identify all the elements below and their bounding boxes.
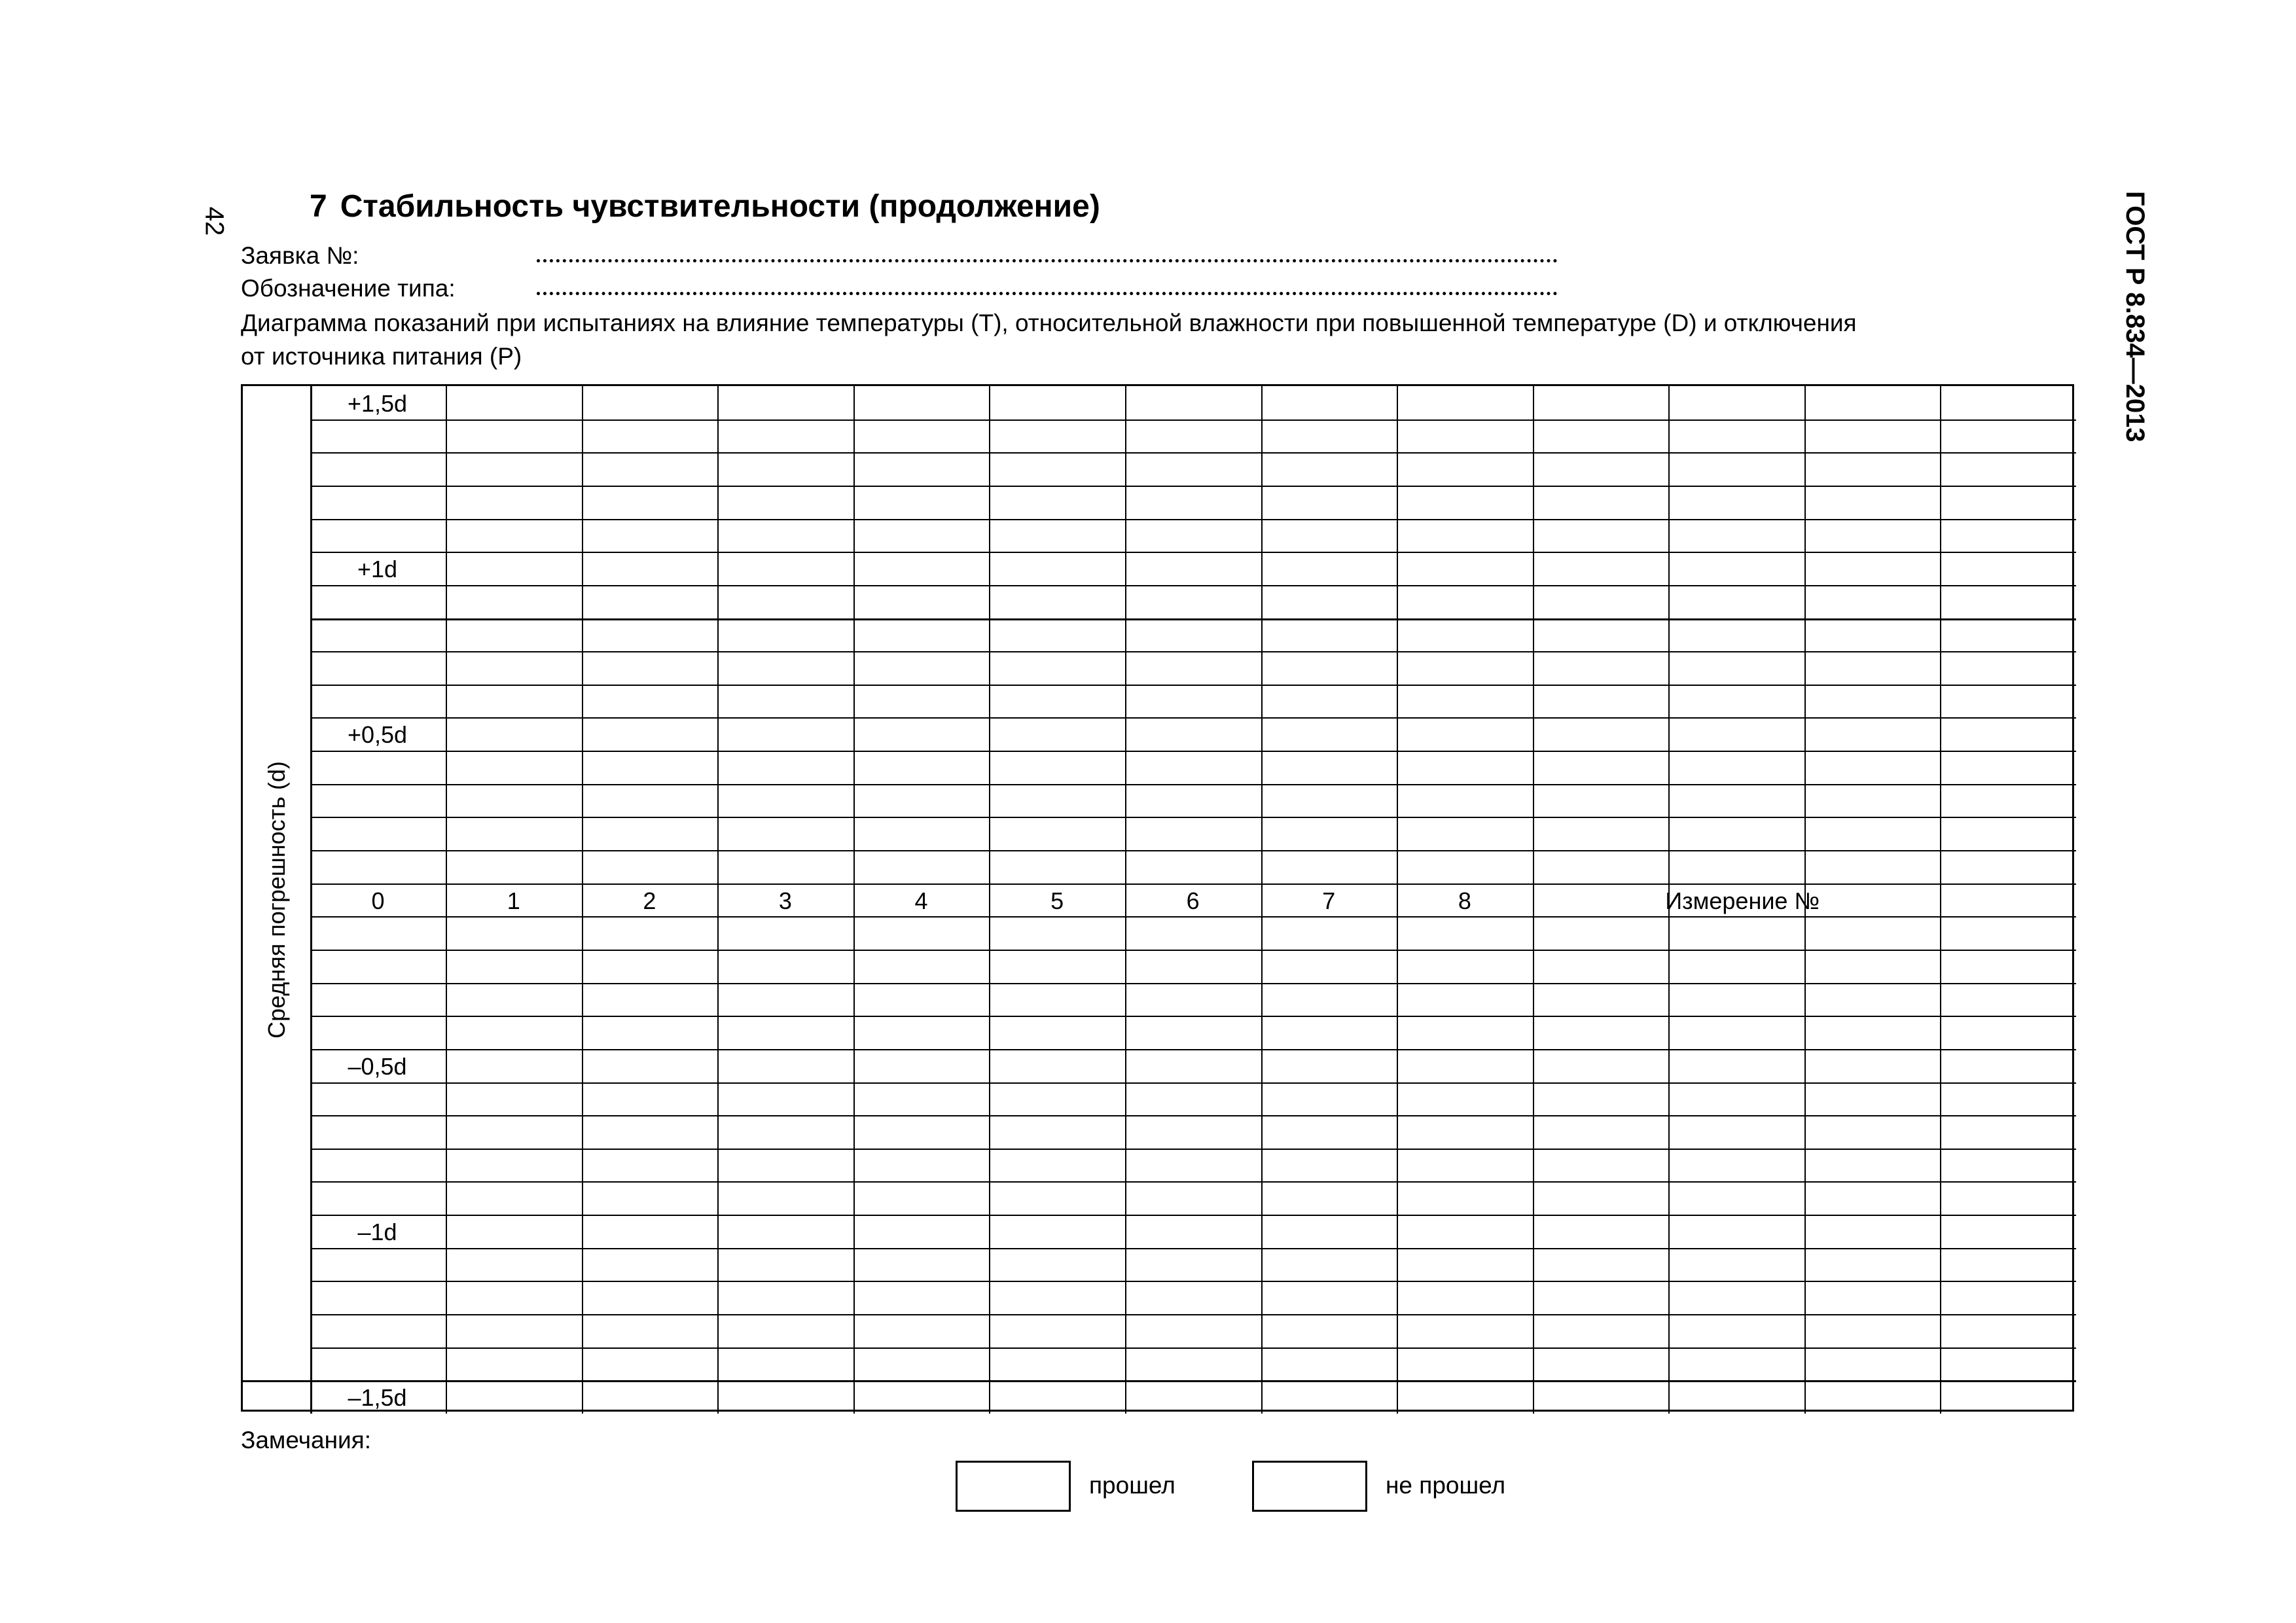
remarks-label: Замечания: [241,1427,371,1454]
grid-row-line [310,916,2076,918]
grid-row-line [310,751,2076,752]
x-axis-label: Измерение № [1665,887,1820,914]
grid-row-line [310,1347,2076,1349]
grid-row-line [310,850,2076,851]
failed-label: не прошел [1386,1472,1506,1499]
y-axis-label: Средняя погрешность (d) [263,761,290,1039]
grid-row-line [310,883,2076,885]
standard-code: ГОСТ Р 8.834—2013 [2121,191,2149,442]
section-number: 7 [310,189,327,224]
grid-row-line [310,784,2076,785]
type-designation-label: Обозначение типа: [241,275,456,302]
type-designation-fill-line[interactable] [537,292,1558,295]
diagram-description [241,306,2073,373]
failed-checkbox[interactable] [1252,1461,1367,1512]
x-tick-label: 5 [1050,887,1064,914]
grid-row-line [310,1049,2076,1050]
grid-row-line [310,1082,2076,1084]
description-line-2: от источника питания (P) [241,343,522,370]
x-tick-label: 0 [371,887,385,914]
x-tick-label: 8 [1458,887,1471,914]
grid-row-line [310,419,2076,421]
x-tick-label: 1 [507,887,520,914]
section-heading [310,188,1100,224]
grid-row-line [310,1016,2076,1017]
grid-row-line [310,651,2076,652]
grid-row-line [310,486,2076,487]
grid-row-line [243,1380,2076,1382]
passed-checkbox[interactable] [956,1461,1071,1512]
y-tick-label: +0,5d [347,721,408,749]
y-tick-label: –0,5d [348,1052,407,1080]
y-tick-label: –1,5d [348,1384,407,1412]
order-number-label: Заявка №: [241,242,359,269]
grid-row-line [310,950,2076,951]
section-title: Стабильность чувствительности (продолжение) [340,189,1100,224]
grid-column-line [1940,386,1941,1414]
grid-column-line [1533,386,1534,1414]
grid-row-line [310,817,2076,818]
readings-diagram-grid[interactable] [241,384,2074,1412]
description-line-1: Диаграмма показаний при испытаниях на влияние температуры (T), относительной влажности при повышенной температуре (D) и отключения [241,310,1857,336]
grid-row-line [310,1181,2076,1183]
y-tick-label: +1,5d [347,390,408,417]
x-tick-label: 6 [1186,887,1200,914]
passed-label: прошел [1089,1472,1175,1499]
grid-row-line [310,618,2076,620]
x-tick-label: 2 [643,887,656,914]
y-tick-label: +1d [357,556,398,583]
grid-row-line [310,1314,2076,1315]
page-number: 42 [200,206,229,236]
grid-row-line [310,717,2076,719]
grid-row-line [310,983,2076,984]
grid-row-line [310,452,2076,454]
grid-row-line [310,1115,2076,1116]
order-number-fill-line[interactable] [537,259,1558,262]
grid-row-line [310,1149,2076,1150]
grid-row-line [310,1248,2076,1249]
x-tick-label: 3 [778,887,792,914]
grid-row-line [310,685,2076,686]
x-tick-label: 4 [914,887,928,914]
x-tick-label: 7 [1322,887,1336,914]
y-tick-label: –1d [357,1219,397,1246]
grid-row-line [310,585,2076,586]
grid-row-line [310,1215,2076,1216]
grid-row-line [310,519,2076,520]
grid-row-line [310,552,2076,553]
grid-row-line [310,1281,2076,1282]
